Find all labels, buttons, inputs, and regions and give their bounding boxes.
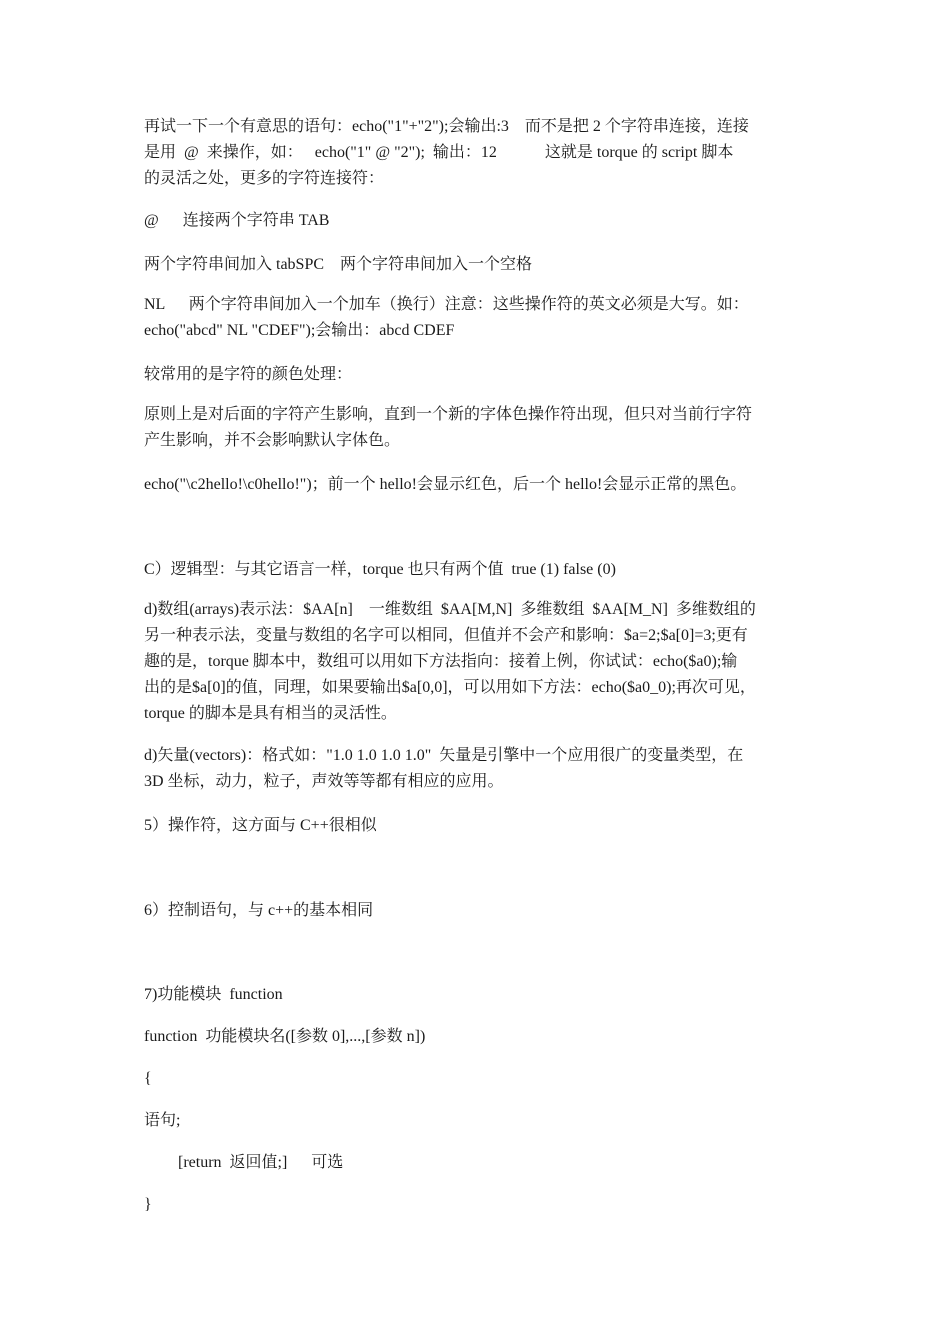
paragraph-color-principle bbox=[144, 402, 810, 454]
paragraph-color-example: echo("\c2hello!\c0hello!")；前一个 hello!会显示红色，后一个 hello!会显示正常的黑色。 bbox=[144, 476, 747, 493]
text-line: 的灵活之处，更多的字符连接符： bbox=[144, 170, 385, 187]
text-line: 另一种表示法，变量与数组的名字可以相同，但值并不会产和影响：$a=2;$a[0]=3;更有 bbox=[144, 627, 748, 644]
paragraph-control-statements: 6）控制语句，与 c++的基本相同 bbox=[144, 902, 374, 919]
text-line: torque 的脚本是具有相当的灵活性。 bbox=[144, 705, 397, 722]
code-function-signature: function 功能模块名([参数 0],...,[参数 n]) bbox=[144, 1028, 426, 1045]
paragraph-nl-operator bbox=[144, 292, 810, 344]
text-line: 3D 坐标，动力，粒子，声效等等都有相应的应用。 bbox=[144, 773, 504, 790]
paragraph-vectors bbox=[144, 743, 810, 795]
text-line: d)数组(arrays)表示法：$AA[n] 一维数组 $AA[M,N] 多维数组 $AA[M_N] 多维数组的 bbox=[144, 601, 756, 618]
text-line: 再试一下一个有意思的语句：echo("1"+"2");会输出:3 而不是把 2 个字符串连接，连接 bbox=[144, 118, 749, 135]
paragraph-logic-type: C）逻辑型：与其它语言一样，torque 也只有两个值 true (1) false (0) bbox=[144, 561, 616, 578]
text-line: 产生影响，并不会影响默认字体色。 bbox=[144, 432, 401, 449]
paragraph-at-operator: @ 连接两个字符串 TAB bbox=[144, 212, 330, 229]
paragraph-color-heading: 较常用的是字符的颜色处理： bbox=[144, 366, 353, 383]
text-line: 趣的是，torque 脚本中，数组可以用如下方法指向：接着上例，你试试：echo($a0);输 bbox=[144, 653, 738, 670]
code-close-brace: } bbox=[144, 1196, 152, 1213]
text-line: NL 两个字符串间加入一个加车（换行）注意：这些操作符的英文必须是大写。如： bbox=[144, 296, 749, 313]
code-return-statement: [return 返回值;] 可选 bbox=[178, 1154, 344, 1171]
paragraph-function-heading: 7)功能模块 function bbox=[144, 986, 283, 1003]
text-line: 是用 @ 来操作，如： echo("1" @ "2"); 输出：12 这就是 torque 的 script 脚本 bbox=[144, 144, 734, 161]
paragraph-echo-intro bbox=[144, 114, 810, 192]
text-line: 原则上是对后面的字符产生影响，直到一个新的字体色操作符出现，但只对当前行字符 bbox=[144, 406, 753, 423]
code-statement: 语句; bbox=[144, 1112, 181, 1129]
code-open-brace: { bbox=[144, 1070, 152, 1087]
text-line: d)矢量(vectors)：格式如："1.0 1.0 1.0 1.0" 矢量是引擎中一个应用很广的变量类型，在 bbox=[144, 747, 744, 764]
paragraph-operators: 5）操作符，这方面与 C++很相似 bbox=[144, 817, 377, 834]
paragraph-tab-spc-operator: 两个字符串间加入 tabSPC 两个字符串间加入一个空格 bbox=[144, 256, 533, 273]
paragraph-arrays bbox=[144, 597, 810, 727]
text-line: echo("abcd" NL "CDEF");会输出：abcd CDEF bbox=[144, 322, 455, 339]
text-line: 出的是$a[0]的值，同理，如果要输出$a[0,0]，可以用如下方法：echo($a0_0);再次可见， bbox=[144, 679, 756, 696]
